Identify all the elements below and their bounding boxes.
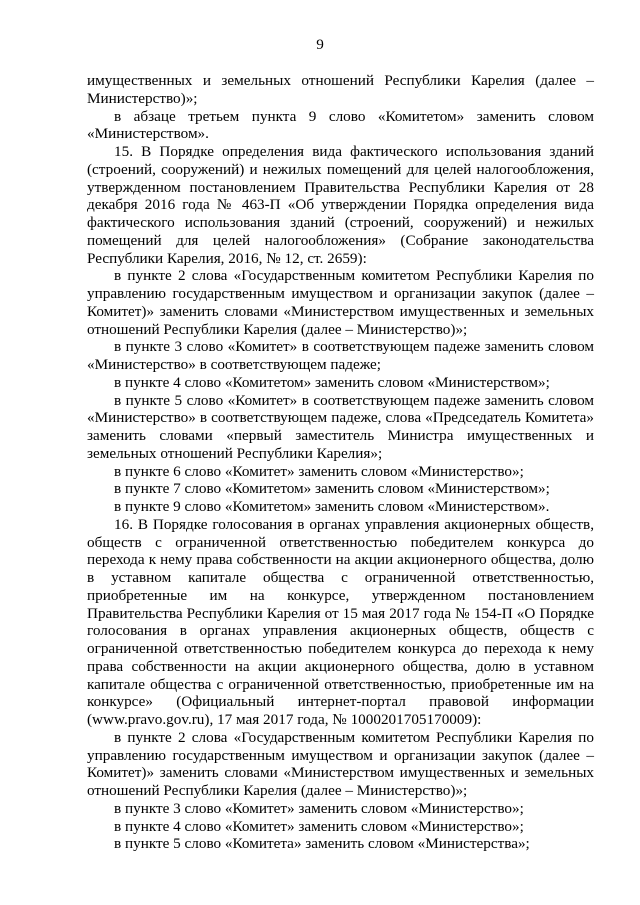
paragraph: в абзаце третьем пункта 9 слово «Комитетом» заменить словом «Министерством». <box>87 107 594 143</box>
paragraph: в пункте 5 слово «Комитет» в соответствующем падеже заменить словом «Министерство» в соответствующем падеже, слова «Председатель Комитета» заменить словами «первый заместитель Министра имущественных и земельных отношений Республики Карелия»; <box>87 391 594 462</box>
paragraph: в пункте 2 слова «Государственным комитетом Республики Карелия по управлению государственным имуществом и организации закупок (далее – Комитет)» заменить словами «Министерством имущественных и земельных отношений Республики Карелия (далее – Министерство)»; <box>87 728 594 799</box>
page-number: 9 <box>316 36 324 53</box>
paragraph-continuation: имущественных и земельных отношений Республики Карелия (далее – Министерство)»; <box>87 72 594 107</box>
paragraph-item-16: 16. В Порядке голосования в органах управления акционерных обществ, обществ с ограниченной ответственностью победителем конкурса до перехода к нему права собственности на акции акционерного общества, долю в уставном капитале общества с ограниченной ответственностью, приобретенные им на конкурсе, утвержденном постановлением Правительства Республики Карелия от 15 мая 2017 года № 154-П «О Порядке голосования в органах управления акционерных обществ, обществ с ограниченной ответственностью победителем конкурса до перехода к нему права собственности на акции акционерного общества, долю в уставном капитале общества с ограниченной ответственностью, приобретенные им на конкурсе» (Официальный интернет-портал правовой информации (www.pravo.gov.ru), 17 мая 2017 года, № 1000201705170009): <box>87 515 594 728</box>
paragraph: в пункте 2 слова «Государственным комитетом Республики Карелия по управлению государственным имуществом и организации закупок (далее – Комитет)» заменить словами «Министерством имущественных и земельных отношений Республики Карелия (далее – Министерство)»; <box>87 267 594 338</box>
paragraph: в пункте 3 слово «Комитет» заменить словом «Министерство»; <box>114 799 524 817</box>
paragraph: в пункте 5 слово «Комитета» заменить словом «Министерства»; <box>114 835 530 853</box>
paragraph: в пункте 4 слово «Комитетом» заменить словом «Министерством»; <box>114 373 550 391</box>
paragraph: в пункте 9 слово «Комитетом» заменить словом «Министерством». <box>114 498 550 515</box>
document-body <box>87 72 594 853</box>
paragraph: в пункте 3 слово «Комитет» в соответствующем падеже заменить словом «Министерство» в соответствующем падеже; <box>87 338 594 373</box>
paragraph-item-15: 15. В Порядке определения вида фактического использования зданий (строений, сооружений) и нежилых помещений для целей налогообложения, утвержденном постановлением Правительства Республики Карелия от 28 декабря 2016 года № 463-П «Об утверждении Порядка определения вида фактического использования зданий (строений, сооружений) и нежилых помещений для целей налогообложения» (Собрание законодательства Республики Карелия, 2016, № 12, ст. 2659): <box>87 143 594 267</box>
paragraph: в пункте 6 слово «Комитет» заменить словом «Министерство»; <box>114 462 524 480</box>
paragraph: в пункте 7 слово «Комитетом» заменить словом «Министерством»; <box>114 480 550 498</box>
paragraph: в пункте 4 слово «Комитет» заменить словом «Министерство»; <box>114 817 524 835</box>
